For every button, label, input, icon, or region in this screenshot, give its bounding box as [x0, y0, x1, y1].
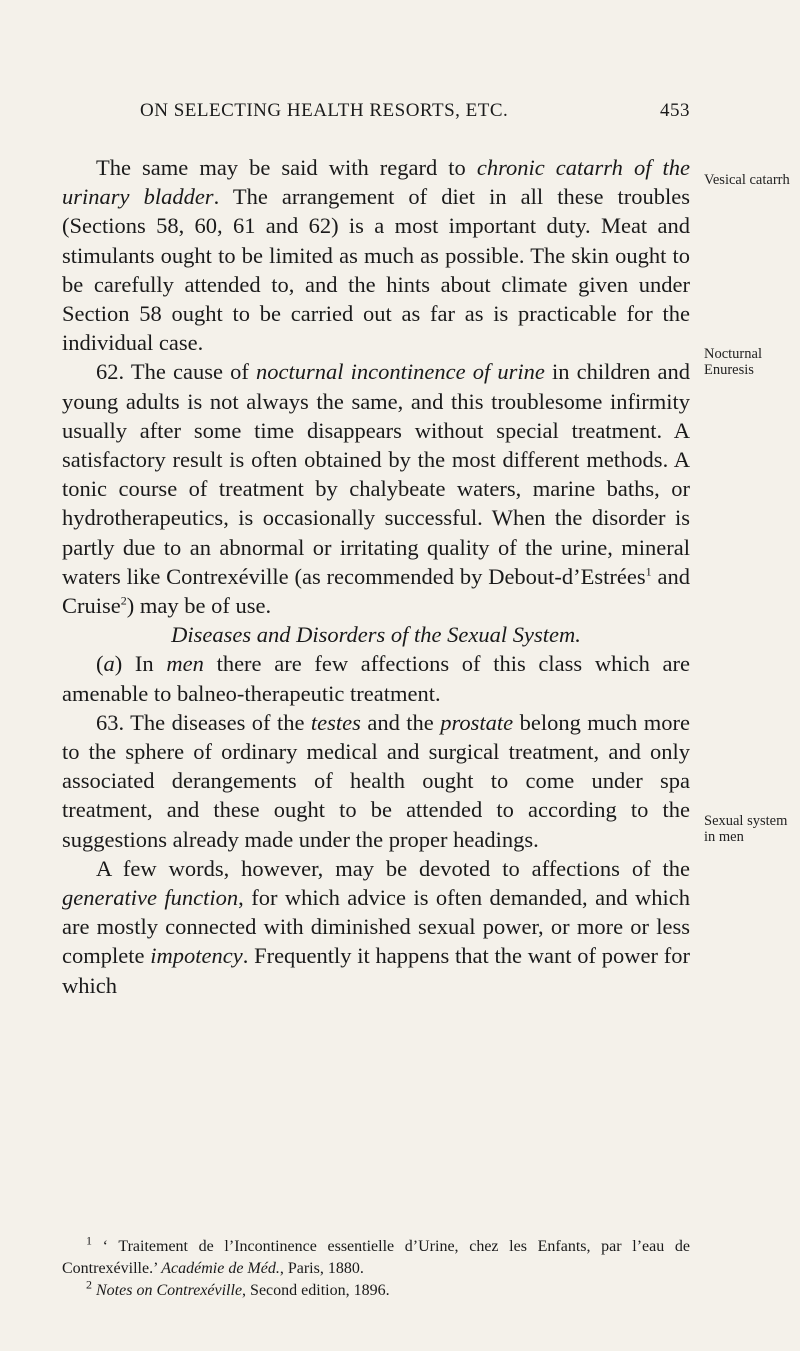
body-text [62, 153, 690, 1000]
paragraph-vesical [62, 153, 690, 357]
text-span: there are few affections of this class which are amenable to balneo-therapeutic treatment. [62, 651, 690, 706]
text-span: . Frequently it happens that the want of power for which [62, 943, 690, 998]
text-span: and Cruise [62, 563, 690, 619]
italic-term: testes [310, 709, 361, 735]
text-span: . The arrangement of diet in all these troubles (Sections 58, 60, 61 and 62) is a most important duty. Meat and stimulants ought to be limited as much as possible. The skin ought to be carefully attended to, and the hints about climate given under Section 58 ought to be carried out as far as is practicable for the individual case. [62, 184, 690, 356]
footnotes [62, 1233, 690, 1302]
paragraph-testes [62, 708, 690, 854]
text-span: , for which advice is often demanded, and which are mostly connected with diminished sexual power, or more or less complete [62, 885, 690, 969]
paragraph-men [62, 649, 690, 707]
italic-term: men [166, 651, 204, 677]
text-span: in children and young adults is not always the same, and this troublesome infirmity usually after some time disappears without special treatment. A satisfactory result is often obtained by the most different methods. A tonic course of treatment by chalybeate waters, marine baths, or hydrotherapeutics, is occasionally successful. When the disorder is partly due to an abnormal or irritating quality of the urine, mineral waters like Contrexéville (as recommended by Debout-d’Estrées [62, 359, 690, 589]
italic-term: generative function [62, 885, 239, 911]
text-span: A few words, however, may be devoted to affections of the [96, 855, 690, 881]
footnote-ref-1: 1 [645, 564, 652, 579]
text-span: ‘ Traitement de l’Incontinence essentielle d’Urine, chez les Enfants, par l’eau de Contrexéville.’ [62, 1238, 690, 1277]
footnote-number: 2 [86, 1277, 92, 1292]
text-span: 62. The cause of [96, 359, 256, 385]
page-number: 453 [660, 100, 690, 121]
text-span: ( [96, 651, 104, 677]
text-span: , Second edition, 1896. [242, 1282, 390, 1299]
footnote-ref-2: 2 [120, 593, 127, 608]
italic-term: Académie de Méd. [161, 1260, 280, 1277]
text-span: and the [360, 709, 441, 735]
text-span: ) may be of use. [126, 593, 272, 619]
text-span: The same may be said with regard to [96, 155, 477, 180]
italic-term: Notes on Contrexéville [96, 1282, 243, 1299]
running-title: ON SELECTING HEALTH RESORTS, ETC. [140, 100, 509, 121]
margin-note-sexual: Sexual system in men [704, 813, 788, 845]
text-span: ) In [114, 651, 167, 677]
italic-term: prostate [440, 709, 514, 735]
section-heading: Diseases and Disorders of the Sexual System. [171, 622, 581, 648]
footnote-1 [62, 1233, 690, 1280]
paragraph-generative [62, 854, 690, 1000]
margin-note-nocturnal: Nocturnal Enuresis [704, 346, 762, 378]
italic-term: chronic catarrh of the urinary bladder [62, 155, 691, 210]
text-span: 63. The diseases of the [96, 709, 311, 735]
italic-term: nocturnal incontinence of urine [255, 359, 545, 385]
footnote-2 [62, 1277, 690, 1302]
text-span: belong much more to the sphere of ordinary medical and surgical treatment, and only associated derangements of health ought to come under spa treatment, and these ought to be attended to according to the suggestions already made under the proper headings. [62, 709, 690, 852]
italic-term: a [103, 651, 115, 677]
italic-term: impotency [150, 943, 243, 969]
margin-note-vesical: Vesical catarrh [704, 172, 790, 188]
footnote-number: 1 [86, 1233, 92, 1248]
paragraph-enuresis [62, 357, 690, 620]
text-span: , Paris, 1880. [279, 1260, 364, 1277]
